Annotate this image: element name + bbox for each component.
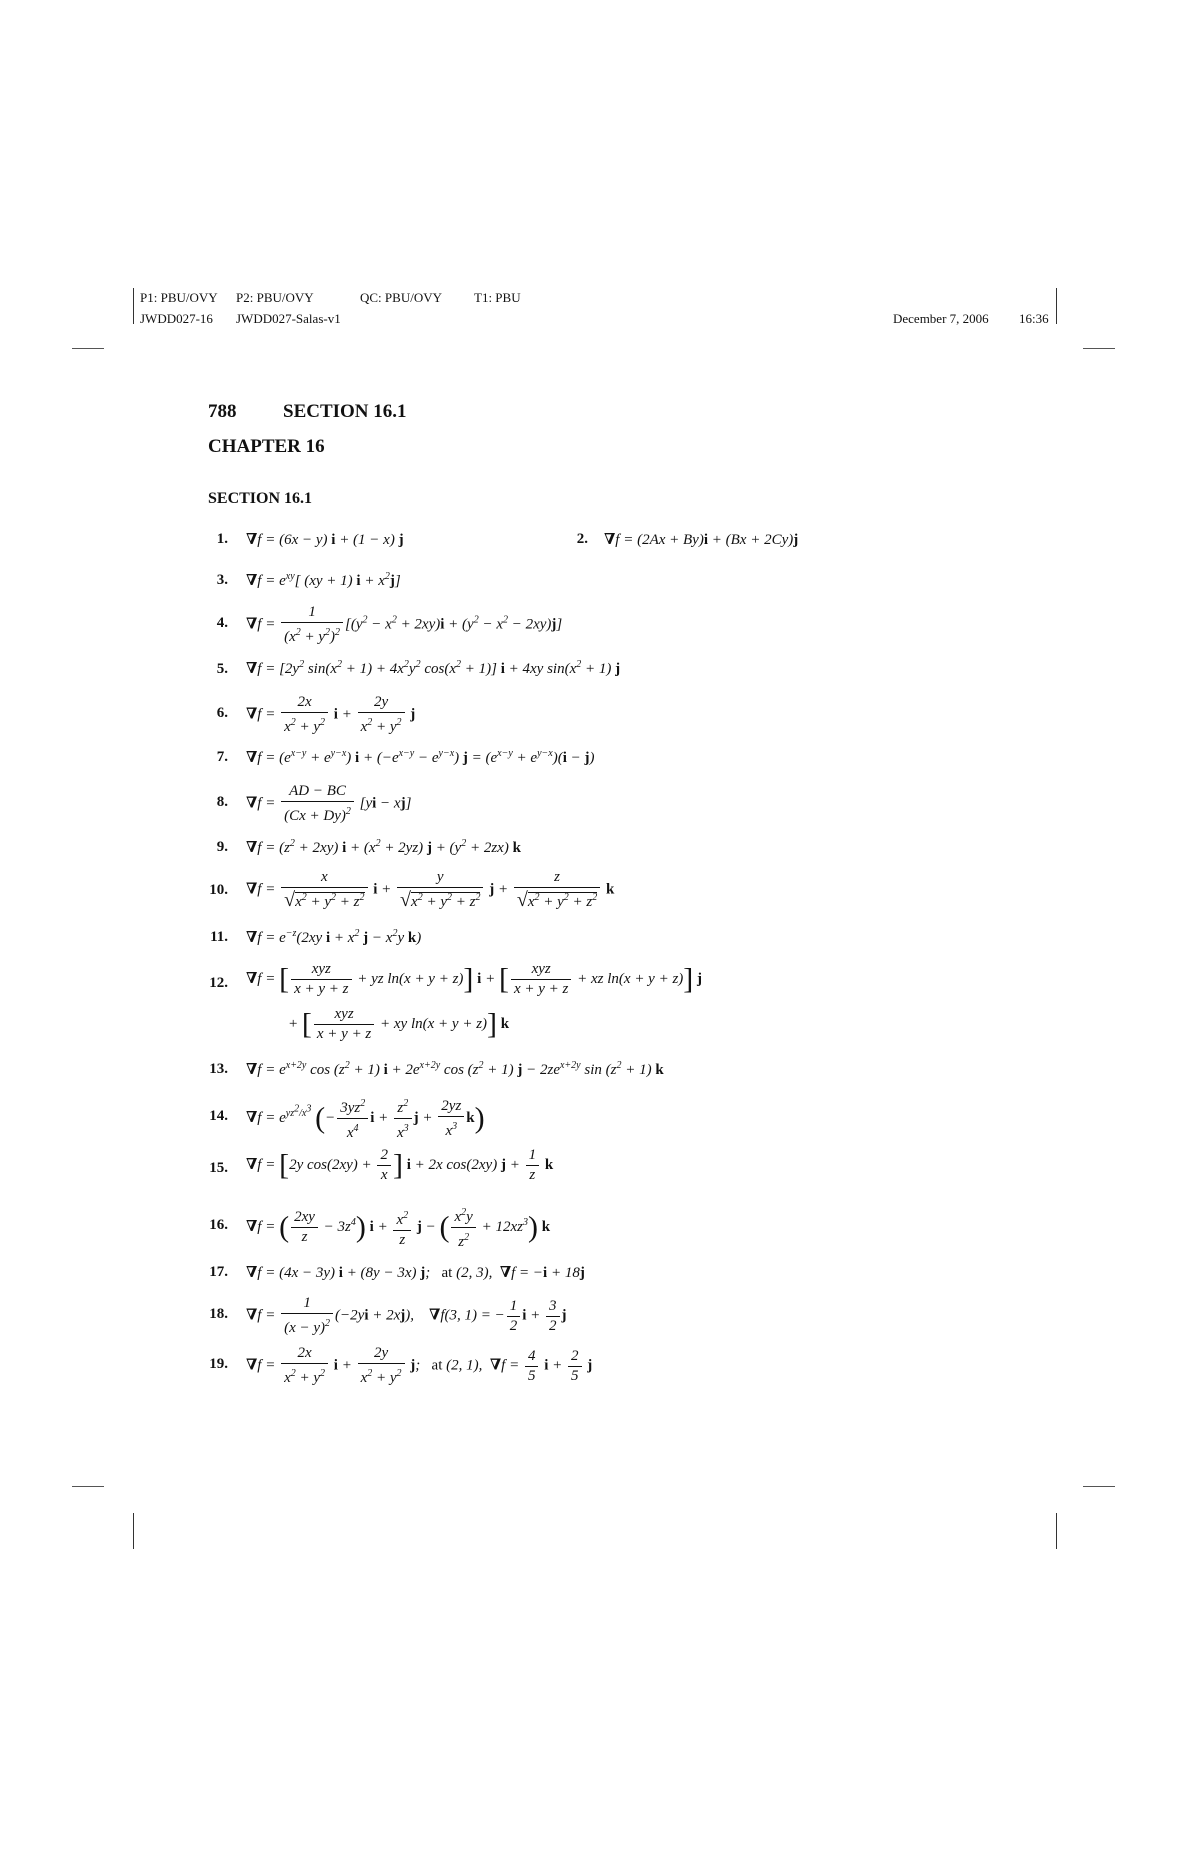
exercise-number-9: 9. bbox=[216, 839, 228, 855]
section-heading: SECTION 16.1 bbox=[208, 490, 313, 507]
crop-mark-top-right bbox=[1056, 288, 1057, 324]
equation-15: ∇f = [2y cos(2xy) + $\frac{2}{x}$ ] i + 2x cos(2xy) j + $\frac{1}{z}$ k bbox=[246, 1147, 554, 1183]
chapter-title: CHAPTER 16 bbox=[208, 436, 325, 457]
equation-5: $\nabla f = [2y^2$ $\sin(x^2 + 1) + 4x^2y^2$ $\cos(x^2 + 1)$] i + 4xy $\sin(x^2 + 1)$ j bbox=[246, 659, 621, 677]
crop-mark-top-left bbox=[133, 288, 134, 324]
equation-11: $\nabla f = e^{-z}(2xy$ $i + x^2$ $j - x^2y$ k) bbox=[246, 928, 422, 946]
equation-7: $\nabla f = (e^{x-y} + e^{y-x}) i + (-e^{x-y} - e^{y-x}) j = (e^{x-y} + e^{y-x})(i - j)$ bbox=[246, 748, 595, 766]
header-job: JWDD027-16 bbox=[140, 311, 213, 326]
exercise-number-2: 2. bbox=[576, 531, 588, 547]
header-p1: P1: PBU/OVY bbox=[140, 290, 218, 305]
exercise-number-10: 10. bbox=[209, 882, 228, 898]
equation-1: ∇f = (6x − y) i + (1 − x) j bbox=[246, 532, 404, 548]
crop-dash-top-left bbox=[72, 348, 104, 349]
header-p2: P2: PBU/OVY bbox=[236, 290, 314, 305]
equation-13: $\nabla f = e^{x+2y}$ $\cos (z^2 + 1) i + 2e^{x+2y}$ $\cos (z^2 + 1) j - 2ze^{x+2y}$ $\sin (z^2 + 1)$ k bbox=[246, 1060, 664, 1078]
equation-10: ∇f = $\frac{x}{√x^2 + y^2 + z^2}$ i + $\frac{y}{√x^2 + y^2 + z^2}$ j + $\frac{z}{√x^2 + y^2 + z^2}$ k bbox=[246, 869, 615, 911]
crop-dash-bottom-right bbox=[1083, 1486, 1115, 1487]
exercise-number-6: 6. bbox=[216, 705, 228, 721]
exercise-number-19: 19. bbox=[209, 1356, 228, 1372]
header-qc: QC: PBU/OVY bbox=[360, 290, 442, 305]
exercise-number-16: 16. bbox=[209, 1217, 228, 1233]
equation-6: ∇f = $\frac{2x}{x^2 + y^2}$ i + $\frac{2y}{x^2 + y^2}$ j bbox=[246, 694, 416, 735]
equation-4: ∇f = $\frac{1}{(x^2 + y^2)^2}$ $[(y^2 - x^2 + 2xy)i + (y^2 - x^2 - 2xy)j]$ bbox=[246, 604, 563, 645]
equation-9: $\nabla f = (z^2 + 2xy) i + (x^2 + 2yz) j + (y^2 + 2zx)$ k bbox=[246, 838, 521, 856]
equation-12-line-2: + [ $\frac{\text{xyz}}{x + y + z}$ + xy ln(x + y + z)] k bbox=[288, 1006, 510, 1042]
exercise-number-14: 14. bbox=[209, 1108, 228, 1124]
equation-3: $\nabla f = e^{xy}$[ (xy + 1) $i + x^2j$] bbox=[246, 571, 401, 589]
exercise-number-15: 15. bbox=[209, 1160, 228, 1176]
crop-dash-top-right bbox=[1083, 348, 1115, 349]
equation-19: ∇f = $\frac{2x}{x^2 + y^2}$ i + $\frac{2y}{x^2 + y^2}$ j; at (2, 1), ∇f = $\frac{4}{5}$ i + $\frac{2}{5}$ j bbox=[246, 1345, 593, 1386]
exercise-number-3: 3. bbox=[216, 572, 228, 588]
equation-12-line-1: ∇f = [ $\frac{\text{xyz}}{x + y + z}$ + yz ln(x + y + z)] i + [ $\frac{\text{xyz}}{x + y + z}$ + xz ln(x + y + z)] j bbox=[246, 961, 703, 997]
crop-dash-bottom-left bbox=[72, 1486, 104, 1487]
equation-17: ∇f = (4x − 3y) i + (8y − 3x) j; at (2, 3), ∇f = −i + 18j bbox=[246, 1265, 585, 1281]
equation-18: ∇f = $\frac{1}{(x - y)^2}$ (−2yi + 2xj), ∇f(3, 1) = − $\frac{1}{2}$ i + $\frac{3}{2}$ j bbox=[246, 1295, 567, 1336]
exercise-number-13: 13. bbox=[209, 1061, 228, 1077]
exercise-number-12: 12. bbox=[209, 975, 228, 991]
header-time: 16:36 bbox=[1019, 311, 1049, 326]
exercise-number-4: 4. bbox=[216, 615, 228, 631]
exercise-number-8: 8. bbox=[216, 794, 228, 810]
equation-14: $\nabla f = e^{yz^2/x^3}$ (− $\frac{3yz^2}{x^4}$ i + $\frac{z^2}{x^3}$ j + $\frac{2yz}{x^3}$ k) bbox=[246, 1097, 485, 1141]
exercise-number-7: 7. bbox=[216, 749, 228, 765]
equation-2: ∇f = (2Ax + By)i + (Bx + 2Cy)j bbox=[604, 532, 799, 548]
crop-mark-bottom-right bbox=[1056, 1513, 1057, 1549]
exercise-number-5: 5. bbox=[216, 661, 228, 677]
page-number: 788 bbox=[208, 401, 237, 422]
exercise-number-1: 1. bbox=[216, 531, 228, 547]
header-date: December 7, 2006 bbox=[893, 311, 989, 326]
header-t1: T1: PBU bbox=[474, 290, 521, 305]
exercise-number-17: 17. bbox=[209, 1264, 228, 1280]
exercise-number-11: 11. bbox=[210, 929, 228, 945]
equation-8: ∇f = $\frac{AD - BC}{(Cx + Dy)^2}$ [yi − xj] bbox=[246, 783, 412, 824]
header-file: JWDD027-Salas-v1 bbox=[236, 311, 341, 326]
crop-mark-bottom-left bbox=[133, 1513, 134, 1549]
equation-16: ∇f = ( $\frac{2xy}{z}$ − $3z^4$) i + $\frac{x^2}{z}$ j − ( $\frac{x^2y}{z^2}$ + $12xz^3$) k bbox=[246, 1207, 551, 1250]
running-section-title: SECTION 16.1 bbox=[283, 401, 407, 422]
exercise-number-18: 18. bbox=[209, 1306, 228, 1322]
